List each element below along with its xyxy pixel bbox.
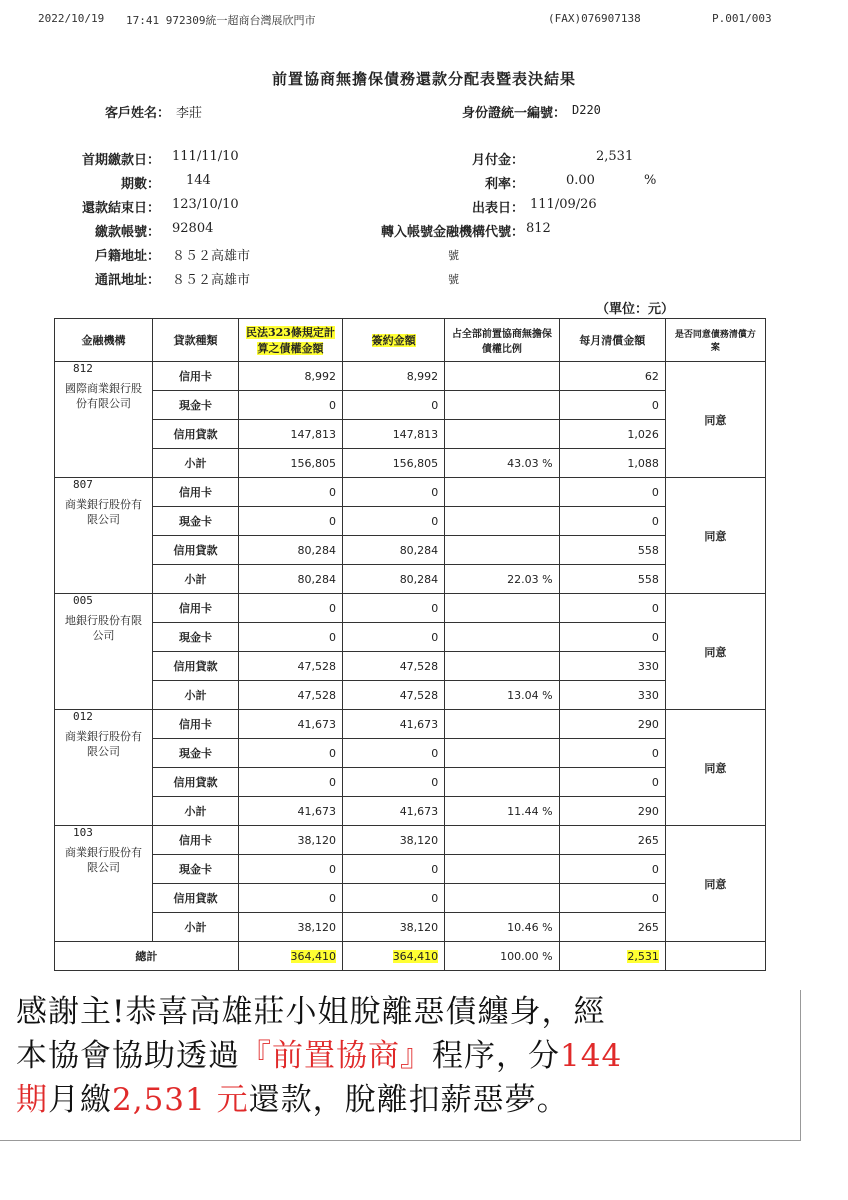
contract-amount: 41,673 (343, 797, 445, 826)
loan-type: 信用貸款 (153, 652, 239, 681)
contract-amount: 0 (343, 594, 445, 623)
mailing-address-end: 號 (448, 273, 459, 286)
periods-label: 期數： (120, 177, 160, 192)
mailing-address-label: 通訊地址： (94, 273, 160, 288)
banner-line-3d: 還款，脫離扣薪惡夢。 (248, 1082, 569, 1118)
claim-amount: 0 (238, 623, 342, 652)
claim-amount: 156,805 (238, 449, 342, 478)
bank-code: 005 (73, 594, 93, 607)
ratio (445, 594, 559, 623)
loan-type: 現金卡 (153, 391, 239, 420)
table-row (55, 507, 766, 536)
contract-amount: 0 (343, 739, 445, 768)
header-institution: 金融機構 (55, 319, 153, 362)
bank-name: 商業銀行股份有限公司 (65, 846, 143, 874)
claim-amount: 0 (238, 391, 342, 420)
ratio (445, 884, 559, 913)
banner-line-3b: 月繳 (48, 1082, 112, 1118)
claim-amount: 38,120 (238, 826, 342, 855)
contract-amount: 0 (343, 478, 445, 507)
header-monthly: 每月清償金額 (559, 319, 665, 362)
banner-line-3 (0, 1078, 800, 1122)
agree-cell: 同意 (665, 826, 765, 942)
ratio (445, 362, 559, 391)
bank-cell (55, 478, 153, 594)
monthly-amount: 0 (559, 478, 665, 507)
contract-amount: 0 (343, 855, 445, 884)
loan-type: 小計 (153, 449, 239, 478)
loan-type: 現金卡 (153, 623, 239, 652)
agree-cell: 同意 (665, 710, 765, 826)
contract-amount: 0 (343, 391, 445, 420)
end-date-label: 還款結束日： (81, 201, 160, 216)
monthly-amount: 1,088 (559, 449, 665, 478)
loan-type: 現金卡 (153, 507, 239, 536)
issue-date: 111/09/26 (530, 197, 597, 212)
registered-address-label: 戶籍地址： (94, 249, 160, 264)
contract-amount: 0 (343, 507, 445, 536)
loan-type: 信用卡 (153, 362, 239, 391)
monthly-amount: 62 (559, 362, 665, 391)
congratulation-banner (0, 990, 801, 1141)
monthly-amount: 0 (559, 884, 665, 913)
claim-amount: 41,673 (238, 797, 342, 826)
banner-highlight-amount: 2,531 元 (112, 1082, 249, 1118)
table-row (55, 855, 766, 884)
bank-name: 商業銀行股份有限公司 (65, 498, 143, 526)
bank-name: 國際商業銀行股份有限公司 (65, 382, 143, 410)
loan-type: 小計 (153, 565, 239, 594)
claim-amount: 47,528 (238, 681, 342, 710)
table-row (55, 826, 766, 855)
table-row (55, 681, 766, 710)
fax-page: P.001/003 (712, 12, 772, 25)
bank-cell (55, 710, 153, 826)
claim-amount: 41,673 (238, 710, 342, 739)
monthly-amount: 558 (559, 536, 665, 565)
header-ratio: 占全部前置協商無擔保債權比例 (445, 319, 559, 362)
banner-line-1 (0, 990, 800, 1034)
table-row (55, 536, 766, 565)
table-row (55, 913, 766, 942)
ratio: 22.03 % (445, 565, 559, 594)
ratio (445, 768, 559, 797)
claim-amount: 0 (238, 594, 342, 623)
loan-type: 信用貸款 (153, 420, 239, 449)
customer-id-label: 身份證統一編號： (461, 106, 566, 121)
agree-cell: 同意 (665, 362, 765, 478)
total-claim (238, 942, 342, 971)
total-agree-empty (665, 942, 765, 971)
contract-amount: 80,284 (343, 565, 445, 594)
agree-cell: 同意 (665, 478, 765, 594)
claim-amount: 47,528 (238, 652, 342, 681)
rate-label: 利率： (484, 177, 524, 192)
ratio: 11.44 % (445, 797, 559, 826)
total-row (55, 942, 766, 971)
ratio: 10.46 % (445, 913, 559, 942)
registered-address-end: 號 (448, 249, 459, 262)
total-ratio: 100.00 % (445, 942, 559, 971)
table-row (55, 478, 766, 507)
fax-time-sender: 17:41 972309統一超商台灣展欣門市 (126, 14, 316, 27)
banner-line-2a: 本協會協助透過 (16, 1038, 240, 1074)
table-row (55, 797, 766, 826)
bank-name: 商業銀行股份有限公司 (65, 730, 143, 758)
monthly-amount: 0 (559, 507, 665, 536)
contract-amount: 38,120 (343, 826, 445, 855)
total-contract (343, 942, 445, 971)
ratio (445, 710, 559, 739)
table-row (55, 362, 766, 391)
claim-amount: 0 (238, 507, 342, 536)
ratio (445, 391, 559, 420)
claim-amount: 0 (238, 855, 342, 884)
rate-unit: % (644, 173, 657, 188)
ratio (445, 739, 559, 768)
bank-cell (55, 594, 153, 710)
claim-amount: 0 (238, 739, 342, 768)
header-contract-amount-text: 簽約金額 (371, 334, 416, 347)
bank-code: 103 (73, 826, 93, 839)
customer-id: D220 (572, 103, 601, 117)
unit-label: （單位：元） (596, 302, 675, 317)
transfer-code: 812 (526, 221, 551, 236)
loan-type: 信用卡 (153, 478, 239, 507)
banner-line-3a: 期 (16, 1082, 48, 1118)
customer-name: 李莊 (176, 106, 203, 121)
table-row (55, 884, 766, 913)
contract-amount: 156,805 (343, 449, 445, 478)
monthly-amount: 1,026 (559, 420, 665, 449)
monthly-amount: 290 (559, 710, 665, 739)
ratio: 13.04 % (445, 681, 559, 710)
registered-address: ８５２高雄市 (172, 249, 251, 264)
table-row (55, 449, 766, 478)
first-payment: 111/11/10 (172, 149, 239, 164)
claim-amount: 38,120 (238, 913, 342, 942)
monthly-amount: 558 (559, 565, 665, 594)
table-row (55, 594, 766, 623)
monthly-amount: 0 (559, 855, 665, 884)
bank-code: 807 (73, 478, 93, 491)
bank-code: 012 (73, 710, 93, 723)
loan-type: 信用卡 (153, 594, 239, 623)
monthly-label: 月付金： (471, 153, 524, 168)
monthly-amount: 2,531 (596, 149, 634, 164)
ratio (445, 420, 559, 449)
ratio (445, 652, 559, 681)
total-label: 總計 (55, 942, 239, 971)
loan-type: 信用貸款 (153, 768, 239, 797)
fax-date: 2022/10/19 (38, 12, 105, 25)
contract-amount: 147,813 (343, 420, 445, 449)
first-payment-label: 首期繳款日： (81, 153, 160, 168)
table-row (55, 565, 766, 594)
banner-line-2c: 程序，分 (432, 1038, 560, 1074)
header-claim-amount (238, 319, 342, 362)
claim-amount: 80,284 (238, 565, 342, 594)
loan-type: 信用貸款 (153, 536, 239, 565)
claim-amount: 8,992 (238, 362, 342, 391)
ratio: 43.03 % (445, 449, 559, 478)
loan-type: 信用卡 (153, 710, 239, 739)
ratio (445, 826, 559, 855)
periods: 144 (186, 173, 211, 188)
loan-type: 信用貸款 (153, 884, 239, 913)
bank-name: 地銀行股份有限公司 (65, 614, 143, 642)
contract-amount: 8,992 (343, 362, 445, 391)
total-monthly-text: 2,531 (627, 949, 659, 963)
monthly-amount: 0 (559, 594, 665, 623)
header-claim-amount-text: 民法323條規定計算之債權金額 (245, 326, 335, 355)
loan-type: 現金卡 (153, 855, 239, 884)
document-title: 前置協商無擔保債務還款分配表暨表決結果 (271, 70, 576, 88)
contract-amount: 0 (343, 623, 445, 652)
total-claim-text: 364,410 (290, 949, 337, 963)
account-label: 繳款帳號： (94, 225, 160, 240)
customer-name-label: 客戶姓名： (104, 106, 170, 121)
monthly-amount: 265 (559, 826, 665, 855)
bank-cell (55, 362, 153, 478)
bank-code: 812 (73, 362, 93, 375)
claim-amount: 80,284 (238, 536, 342, 565)
monthly-amount: 265 (559, 913, 665, 942)
loan-type: 小計 (153, 913, 239, 942)
transfer-code-label: 轉入帳號金融機構代號： (380, 225, 524, 240)
agree-cell: 同意 (665, 594, 765, 710)
header-agree: 是否同意債務清償方案 (665, 319, 765, 362)
claim-amount: 0 (238, 884, 342, 913)
table-row (55, 623, 766, 652)
table-row (55, 652, 766, 681)
total-monthly (559, 942, 665, 971)
monthly-amount: 0 (559, 391, 665, 420)
table-row (55, 710, 766, 739)
table-row (55, 420, 766, 449)
repayment-table (54, 318, 766, 971)
contract-amount: 80,284 (343, 536, 445, 565)
loan-type: 現金卡 (153, 739, 239, 768)
rate: 0.00 (566, 173, 595, 188)
monthly-amount: 0 (559, 768, 665, 797)
total-contract-text: 364,410 (392, 949, 439, 963)
bank-cell (55, 826, 153, 942)
ratio (445, 536, 559, 565)
table-row (55, 768, 766, 797)
claim-amount: 0 (238, 478, 342, 507)
mailing-address: ８５２高雄市 (172, 273, 251, 288)
banner-highlight-periods: 144 (560, 1038, 623, 1074)
ratio (445, 507, 559, 536)
claim-amount: 147,813 (238, 420, 342, 449)
fax-number: (FAX)076907138 (548, 12, 641, 25)
issue-date-label: 出表日： (471, 201, 524, 216)
contract-amount: 47,528 (343, 681, 445, 710)
header-loan-type: 貸款種類 (153, 319, 239, 362)
monthly-amount: 330 (559, 681, 665, 710)
table-row (55, 391, 766, 420)
end-date: 123/10/10 (172, 197, 239, 212)
loan-type: 信用卡 (153, 826, 239, 855)
loan-type: 小計 (153, 797, 239, 826)
banner-line-2 (0, 1034, 800, 1078)
header-contract-amount (343, 319, 445, 362)
contract-amount: 47,528 (343, 652, 445, 681)
account: 92804 (172, 221, 214, 236)
monthly-amount: 290 (559, 797, 665, 826)
claim-amount: 0 (238, 768, 342, 797)
contract-amount: 0 (343, 884, 445, 913)
ratio (445, 623, 559, 652)
monthly-amount: 0 (559, 739, 665, 768)
contract-amount: 0 (343, 768, 445, 797)
monthly-amount: 330 (559, 652, 665, 681)
ratio (445, 478, 559, 507)
banner-line-1-text: 感謝主!恭喜高雄莊小姐脫離惡債纏身，經 (16, 994, 606, 1030)
ratio (445, 855, 559, 884)
table-row (55, 739, 766, 768)
loan-type: 小計 (153, 681, 239, 710)
monthly-amount: 0 (559, 623, 665, 652)
banner-highlight-program: 『前置協商』 (240, 1038, 432, 1074)
contract-amount: 38,120 (343, 913, 445, 942)
contract-amount: 41,673 (343, 710, 445, 739)
